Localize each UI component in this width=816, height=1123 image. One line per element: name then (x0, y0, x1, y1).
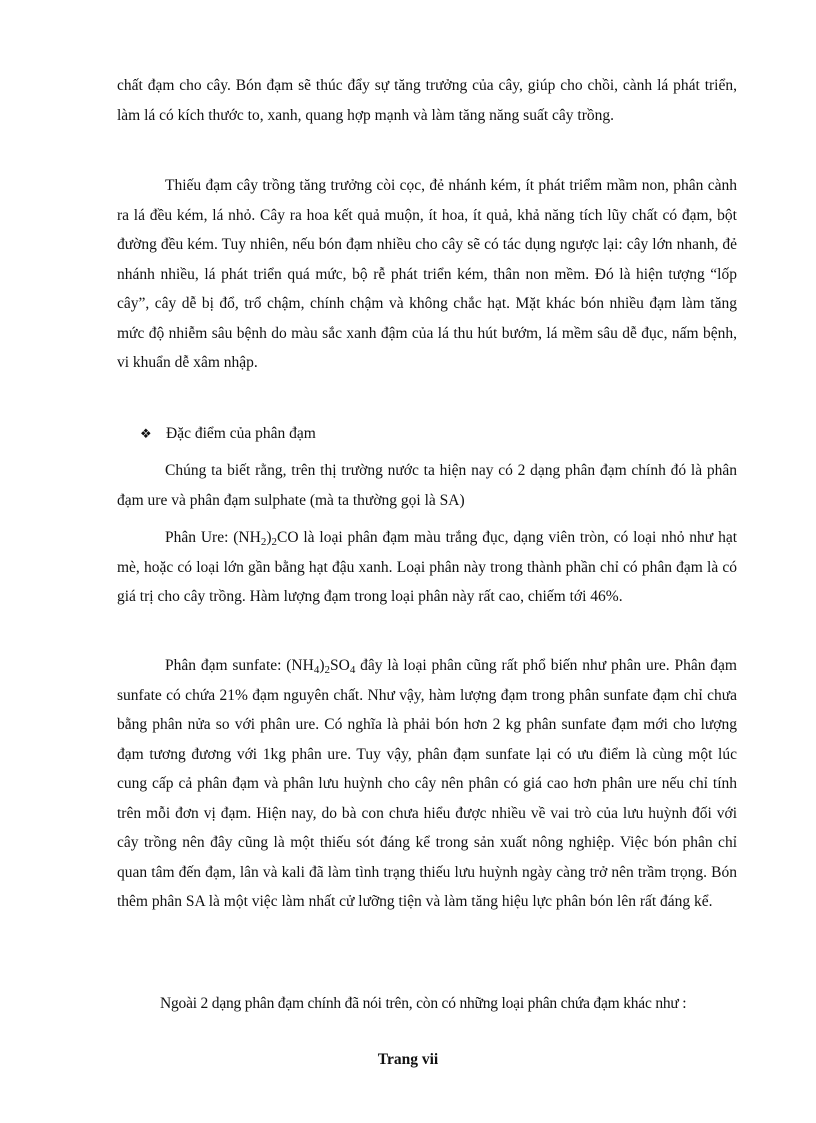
paragraph-nitrogen-deficiency: Thiếu đạm cây trồng tăng trưởng còi cọc, đẻ nhánh kém, ít phát triểm mầm non, phân cành ra lá đều kém, lá nhỏ. Cây ra hoa kết quả muộn, ít hoa, ít quả, khả năng tích lũy chất có đạm, bột đường đều kém. Tuy nhiên, nếu bón đạm nhiều cho cây sẽ có tác dụng ngược lại: cây lớn nhanh, đẻ nhánh nhiều, lá phát triển quá mức, bộ rễ phát triển kém, thân non mềm. Đó là hiện tượng “lốp cây”, cây dễ bị đổ, trổ chậm, chính chậm và không chắc hạt. Mặt khác bón nhiều đạm làm tăng mức độ nhiễm sâu bệnh do màu sắc xanh đậm của lá thu hút bướm, lá mềm sâu dễ đục, nấm bệnh, vi khuẩn dễ xâm nhập. (117, 177, 737, 371)
section-heading (140, 419, 316, 449)
paragraph-nitrogen-role: chất đạm cho cây. Bón đạm sẽ thúc đẩy sự tăng trưởng của cây, giúp cho chồi, cành lá phát triển, làm lá có kích thước to, xanh, quang hợp mạnh và làm tăng năng suất cây trồng. (117, 77, 737, 124)
paragraph-urea (117, 523, 737, 612)
diamond-star-bullet-icon: ❖ (140, 426, 152, 441)
sulfate-sub-2: 2 (324, 664, 330, 676)
sulfate-sub-1: 4 (313, 664, 320, 676)
page-number-footer: Trang vii (377, 1051, 439, 1068)
paragraph-sulfate (117, 651, 737, 917)
section-heading-text: Đặc điểm của phân đạm (166, 425, 316, 442)
urea-mid: ) (266, 529, 272, 546)
urea-lead: Phân Ure: (NH (165, 529, 261, 546)
sulfate-rest: đây là loại phân cũng rất phổ biến như phân ure. Phân đạm sunfate có chứa 21% đạm nguyên chất. Như vậy, hàm lượng đạm trong phân sunfate đạm chỉ chưa bằng phân nửa so với phân ure. Có nghĩa là phải bón hơn 2 kg phân sunfate đạm mới cho lượng đạm tương đương với 1kg phân ure. Tuy vậy, phân đạm sunfate lại có ưu điểm là cùng một lúc cung cấp cả phân đạm và phân lưu huỳnh cho cây nên phân có giá cao hơn phân ure nếu chỉ tính trên mỗi đơn vị đạm. Hiện nay, do bà con chưa hiểu được nhiều về vai trò của lưu huỳnh đối với cây trồng nên đây cũng là một thiếu sót đáng kể trong sản xuất nông nghiệp. Việc bón phân chỉ quan tâm đến đạm, lân và kali đã làm tình trạng thiếu lưu huỳnh ngày càng trở nên trầm trọng. Bón thêm phân SA là một việc làm nhất cử lưỡng tiện và làm tăng hiệu lực phân bón lên rất đáng kể. (117, 657, 737, 910)
urea-sub-1: 2 (260, 536, 267, 548)
paragraph-other-fertilizers: Ngoài 2 dạng phân đạm chính đã nói trên, còn có những loại phân chứa đạm khác như : (160, 995, 687, 1012)
sulfate-lead: Phân đạm sunfate: (NH (165, 657, 314, 674)
urea-rest: CO là loại phân đạm màu trắng đục, dạng viên tròn, có loại nhỏ như hạt mè, hoặc có loại lớn gần bằng hạt đậu xanh. Loại phân này trong thành phần chỉ có phân đạm là có giá trị cho cây trồng. Hàm lượng đạm trong loại phân này rất cao, chiếm tới 46%. (117, 529, 738, 605)
paragraph-fertilizer-types: Chúng ta biết rằng, trên thị trường nước ta hiện nay có 2 dạng phân đạm chính đó là phân đạm ure và phân đạm sulphate (mà ta thường gọi là SA) (117, 462, 737, 509)
sulfate-mid: ) (319, 657, 325, 674)
urea-sub-2: 2 (271, 536, 277, 548)
sulfate-mid-2: SO (330, 657, 350, 674)
sulfate-sub-3: 4 (349, 664, 356, 676)
